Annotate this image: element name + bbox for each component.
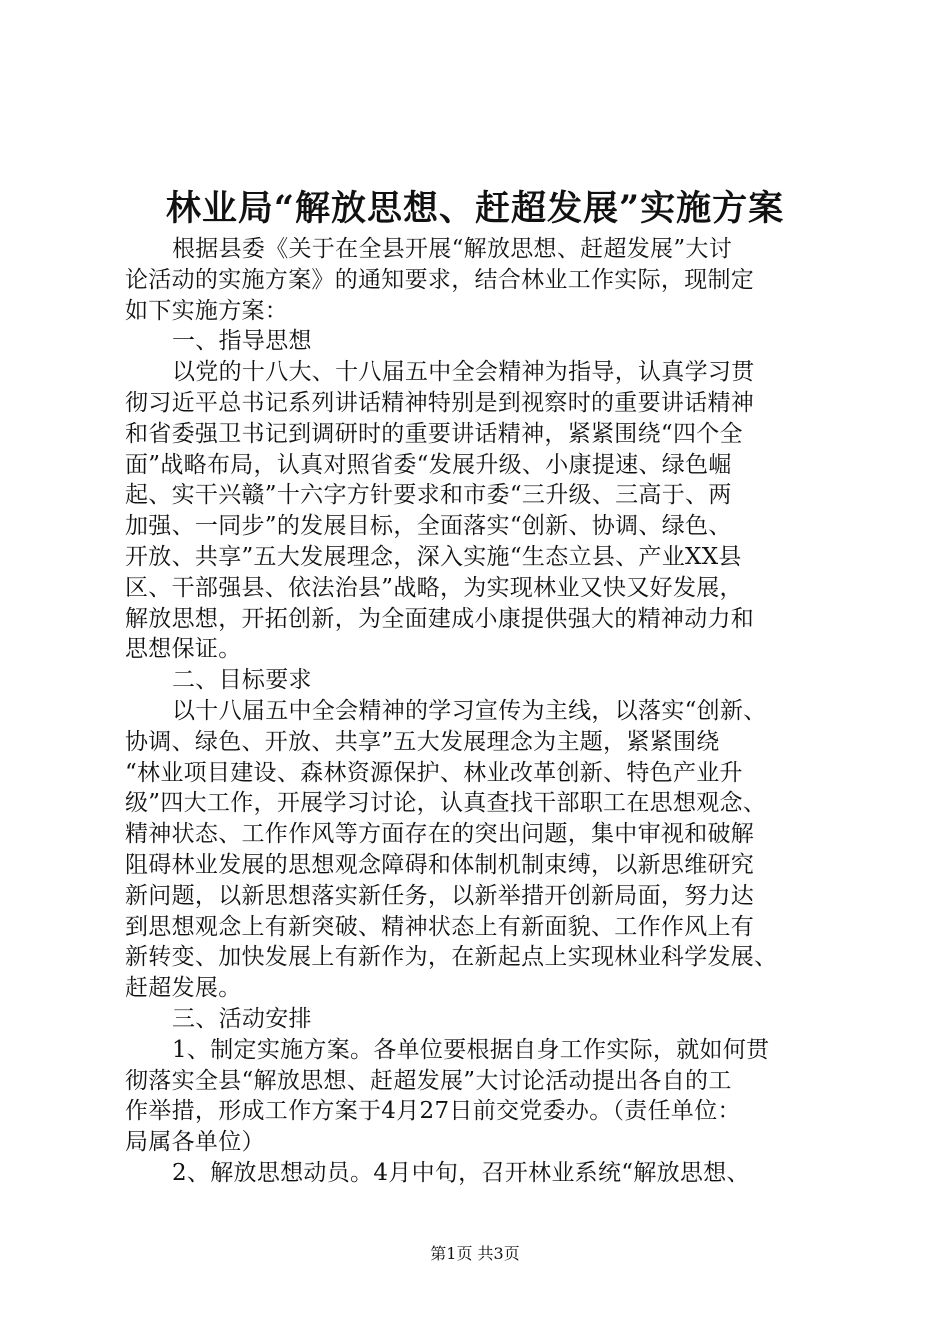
section-heading: 二、目标要求	[172, 667, 312, 694]
body-line: 到思想观念上有新突破、精神状态上有新面貌、工作作风上有	[125, 913, 755, 940]
section-heading: 一、指导思想	[172, 328, 312, 355]
body-line: 作举措，形成工作方案于4月27日前交党委办。（责任单位：	[125, 1098, 741, 1125]
body-line: 加强、一同步”的发展目标，全面落实“创新、协调、绿色、	[125, 513, 732, 540]
section-heading: 三、活动安排	[172, 1005, 312, 1032]
body-line: 起、实干兴赣”十六字方针要求和市委“三升级、三高于、两	[125, 482, 732, 509]
body-line: 解放思想，开拓创新，为全面建成小康提供强大的精神动力和	[125, 605, 755, 632]
body-line: 根据县委《关于在全县开展“解放思想、赶超发展”大讨	[172, 236, 733, 262]
document-title: 林业局“解放思想、赶超发展”实施方案	[165, 188, 785, 229]
body-line: 协调、绿色、开放、共享”五大发展理念为主题，紧紧围绕	[125, 728, 720, 755]
body-line: 如下实施方案：	[125, 297, 289, 324]
body-line: 新问题，以新思想落实新任务，以新举措开创新局面，努力达	[125, 882, 755, 909]
body-line: 区、干部强县、依法治县”战略，为实现林业又快又好发展，	[125, 574, 743, 601]
body-line: 精神状态、工作作风等方面存在的突出问题，集中审视和破解	[125, 821, 755, 848]
body-line: 1、制定实施方案。各单位要根据自身工作实际，就如何贯	[172, 1036, 770, 1063]
body-line: 和省委强卫书记到调研时的重要讲话精神，紧紧围绕“四个全	[125, 420, 743, 447]
body-line: 思想保证。	[125, 636, 242, 663]
body-line: 局属各单位）	[125, 1129, 265, 1156]
document-body	[125, 234, 825, 1189]
body-line: 彻习近平总书记系列讲话精神特别是到视察时的重要讲话精神	[125, 389, 755, 416]
body-line: 阻碍林业发展的思想观念障碍和体制机制束缚，以新思维研究	[125, 851, 755, 878]
body-line: 面”战略布局，认真对照省委“发展升级、小康提速、绿色崛	[125, 451, 732, 478]
page-footer: 第1页 共3页	[430, 1244, 520, 1263]
body-line: 开放、共享”五大发展理念，深入实施“生态立县、产业XX县	[125, 543, 742, 570]
body-line: 以党的十八大、十八届五中全会精神为指导，认真学习贯	[172, 359, 755, 386]
body-line: 彻落实全县“解放思想、赶超发展”大讨论活动提出各自的工	[125, 1067, 732, 1094]
body-line: 级”四大工作，开展学习讨论，认真查找干部职工在思想观念、	[125, 790, 767, 817]
body-line: 新转变、加快发展上有新作为，在新起点上实现林业科学发展、	[125, 944, 778, 971]
body-line: 赶超发展。	[125, 975, 242, 1002]
body-line: 以十八届五中全会精神的学习宣传为主线，以落实“创新、	[172, 697, 767, 724]
body-line: 2、解放思想动员。4月中旬，召开林业系统“解放思想、	[172, 1159, 750, 1186]
body-line: “林业项目建设、森林资源保护、林业改革创新、特色产业升	[125, 759, 743, 786]
body-line: 论活动的实施方案》的通知要求，结合林业工作实际，现制定	[125, 266, 755, 293]
